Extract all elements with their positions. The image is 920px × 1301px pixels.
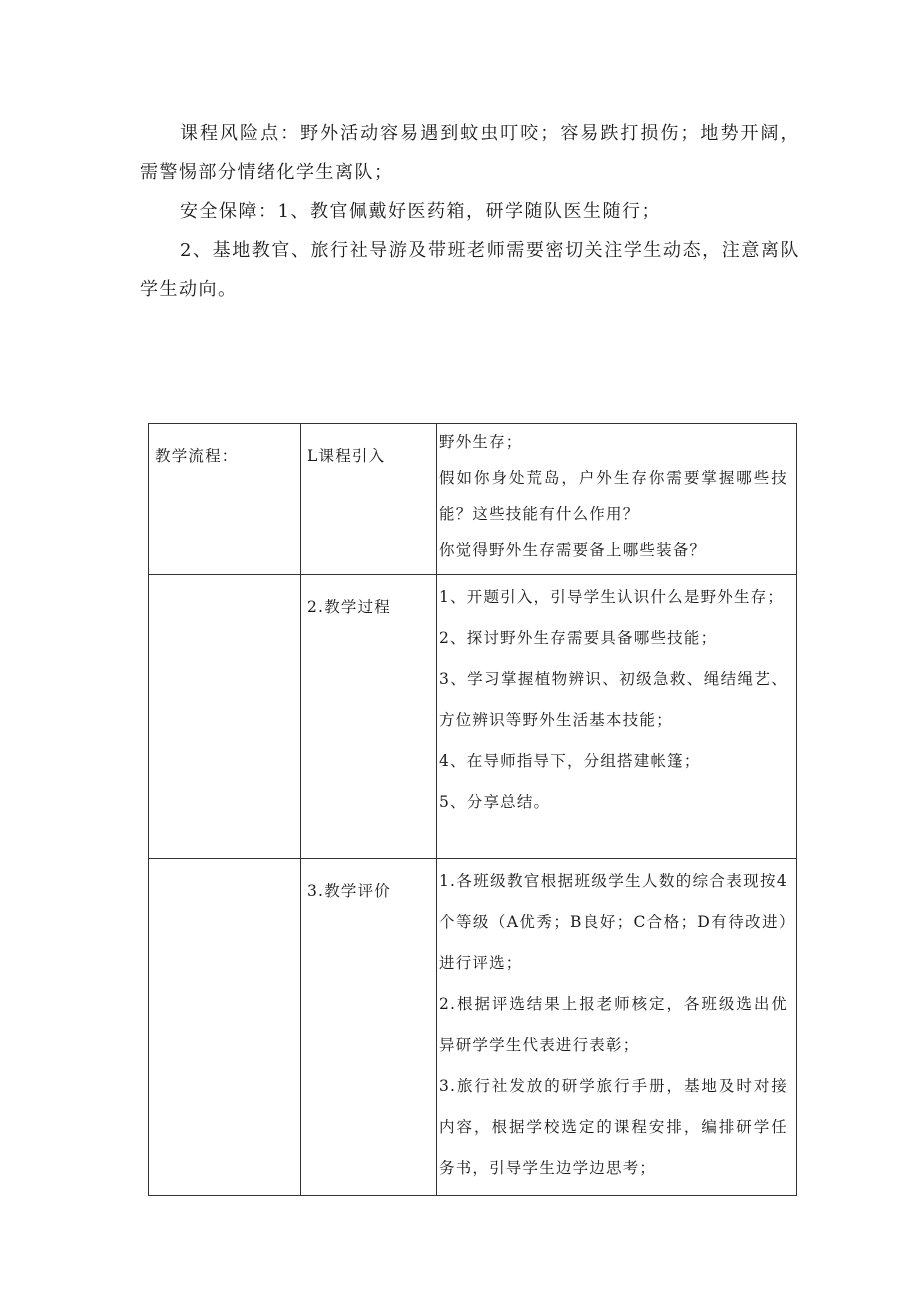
empty-label-cell: [149, 859, 301, 1196]
table-row: [149, 575, 797, 859]
step-evaluation-content: [437, 859, 797, 1196]
step-intro-label: L课程引入: [301, 424, 437, 575]
safety-paragraph-2: 2、基地教官、旅行社导游及带班老师需要密切关注学生动态，注意离队学生动向。: [140, 240, 800, 300]
risk-paragraph: 课程风险点：野外活动容易遇到蚊虫叮咬；容易跌打损伤；地势开阔，需警惕部分情绪化学生离队；: [140, 123, 800, 183]
step-intro-content: [437, 424, 797, 575]
content-line: 野外生存；: [439, 433, 523, 451]
content-line: 2、探讨野外生存需要具备哪些技能；: [439, 629, 718, 647]
step-process-label: 2.教学过程: [301, 575, 437, 859]
step-process-content: [437, 575, 797, 859]
content-line: 5、分享总结。: [439, 793, 551, 811]
content-line: 3.旅行社发放的研学旅行手册，基地及时对接内容，根据学校选定的课程安排，编排研学任务书，引导学生边学边思考；: [439, 1077, 788, 1177]
teaching-flow-label: 教学流程：: [149, 424, 301, 575]
empty-label-cell: [149, 575, 301, 859]
table-row: [149, 424, 797, 575]
content-line: 2.根据评选结果上报老师核定，各班级选出优异研学学生代表进行表彰；: [439, 995, 788, 1054]
content-line: 1.各班级教官根据班级学生人数的综合表现按4个等级（A优秀；B良好；C合格；D有待改进）进行评选；: [439, 872, 788, 972]
intro-section: [140, 114, 800, 309]
table-row: [149, 859, 797, 1196]
step-evaluation-label: 3.教学评价: [301, 859, 437, 1196]
content-line: 3、学习掌握植物辨识、初级急救、绳结绳艺、方位辨识等野外生活基本技能；: [439, 670, 788, 729]
content-line: 1、开题引入，引导学生认识什么是野外生存；: [439, 588, 785, 606]
teaching-flow-table: [148, 423, 797, 1196]
content-line: 你觉得野外生存需要备上哪些装备？: [439, 541, 707, 559]
content-line: 假如你身处荒岛，户外生存你需要掌握哪些技能？这些技能有什么作用？: [439, 469, 788, 523]
content-line: 4、在导师指导下，分组搭建帐篷；: [439, 752, 701, 770]
safety-paragraph-1: 安全保障：1、教官佩戴好医药箱，研学随队医生随行；: [180, 201, 661, 222]
